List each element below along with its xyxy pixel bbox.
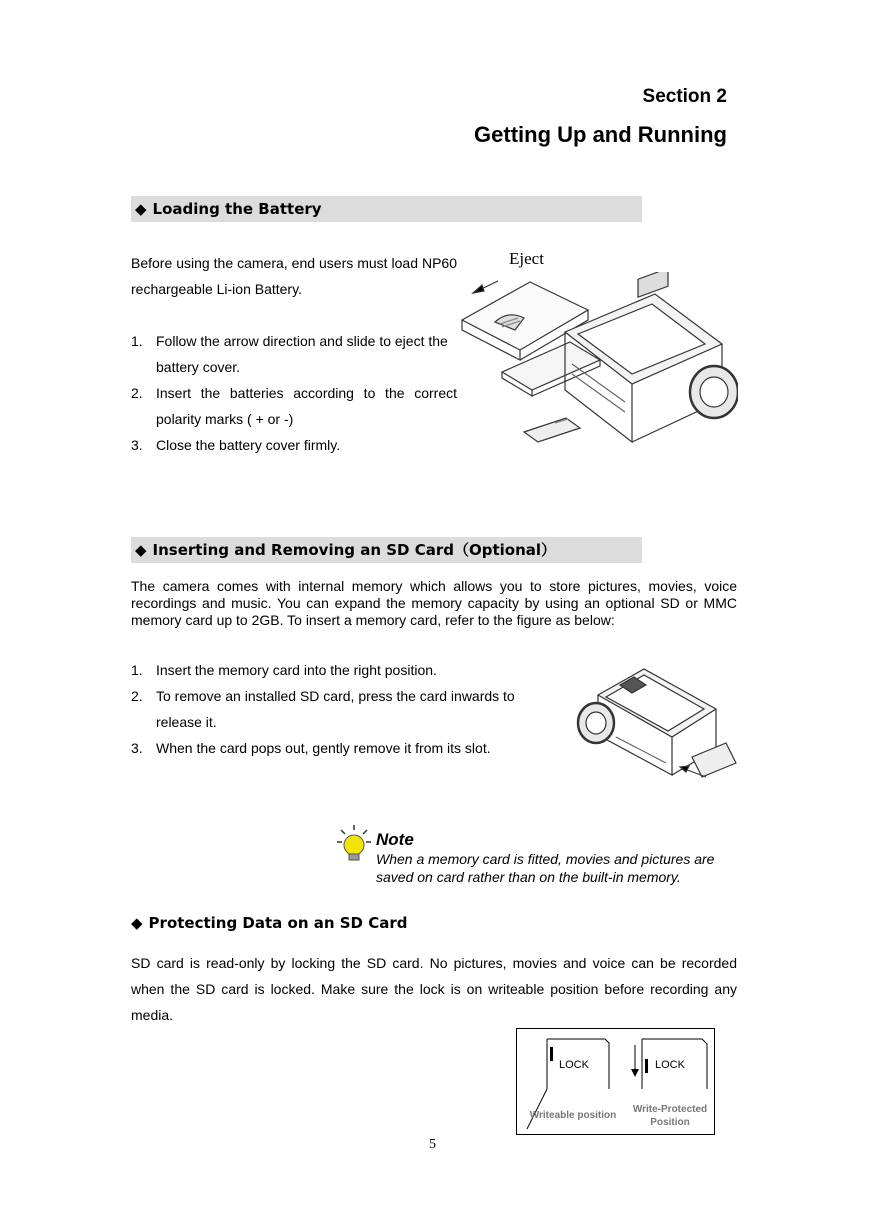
- note-text: When a memory card is fitted, movies and pictures are saved on card rather than on the built-in memory.: [376, 851, 715, 885]
- battery-intro: Before using the camera, end users must load NP60 rechargeable Li-ion Battery.: [131, 255, 457, 297]
- list-item: [131, 328, 457, 380]
- eject-label: Eject: [509, 249, 544, 268]
- diamond-bullet-icon: ◆: [135, 200, 147, 218]
- list-item: [131, 432, 457, 458]
- diamond-bullet-icon: ◆: [131, 914, 143, 932]
- step-number: 3.: [131, 437, 143, 453]
- list-item: [131, 380, 457, 432]
- diamond-bullet-icon: ◆: [135, 541, 147, 559]
- write-protected-position-label: [625, 1103, 715, 1129]
- sdcard-heading-optional: （Optional）: [454, 541, 557, 559]
- protect-section-heading: [131, 914, 408, 932]
- page-number: 5: [429, 1137, 436, 1152]
- step-text: Close the battery cover firmly.: [156, 437, 341, 453]
- camera-battery-illustration: [460, 272, 738, 452]
- step-number: 2.: [131, 385, 143, 401]
- page-title: Getting Up and Running: [474, 122, 727, 147]
- lightbulb-note-icon: [336, 824, 372, 862]
- note-title: Note: [376, 830, 414, 849]
- list-item: [131, 735, 541, 761]
- write-protected-line-1: Write-Protected: [632, 1104, 708, 1115]
- step-text: Follow the arrow direction and slide to eject the battery cover.: [156, 333, 448, 375]
- step-number: 1.: [131, 662, 143, 678]
- battery-steps: [131, 328, 457, 458]
- protect-text: SD card is read-only by locking the SD card. No pictures, movies and voice can be recorded when the SD card is locked. Make sure the lock is on writeable position before recording any media.: [131, 955, 737, 1023]
- sdcard-section-heading: [131, 537, 642, 563]
- step-text: When the card pops out, gently remove it from its slot.: [156, 740, 491, 756]
- protect-heading-text: Protecting Data on an SD Card: [148, 914, 408, 932]
- list-item: [131, 657, 541, 683]
- step-text: To remove an installed SD card, press the card inwards to release it.: [156, 688, 515, 730]
- step-number: 1.: [131, 333, 143, 349]
- lock-label-protected: LOCK: [655, 1059, 685, 1071]
- step-number: 2.: [131, 688, 143, 704]
- list-item: [131, 683, 541, 735]
- battery-heading-text: Loading the Battery: [152, 200, 322, 218]
- lock-label-writeable: LOCK: [559, 1059, 589, 1071]
- step-text: Insert the memory card into the right position.: [156, 662, 437, 678]
- step-number: 3.: [131, 740, 143, 756]
- camera-sdcard-illustration: [576, 665, 738, 780]
- section-number: Section 2: [642, 86, 727, 107]
- sd-lock-diagram: [516, 1028, 715, 1135]
- sdcard-intro: The camera comes with internal memory which allows you to store pictures, movies, voice recordings and music. You can expand the memory capacity by using an optional SD or MMC memory card up to 2GB. To insert a memory card, refer to the figure as below:: [131, 578, 737, 628]
- step-text: Insert the batteries according to the correct polarity marks ( + or -): [156, 385, 457, 427]
- sdcard-heading-text: Inserting and Removing an SD Card: [152, 541, 454, 559]
- sdcard-steps: [131, 657, 541, 761]
- writeable-position-label: Writeable position: [529, 1110, 617, 1121]
- write-protected-line-2: Position: [650, 1117, 690, 1128]
- battery-section-heading: [131, 196, 642, 222]
